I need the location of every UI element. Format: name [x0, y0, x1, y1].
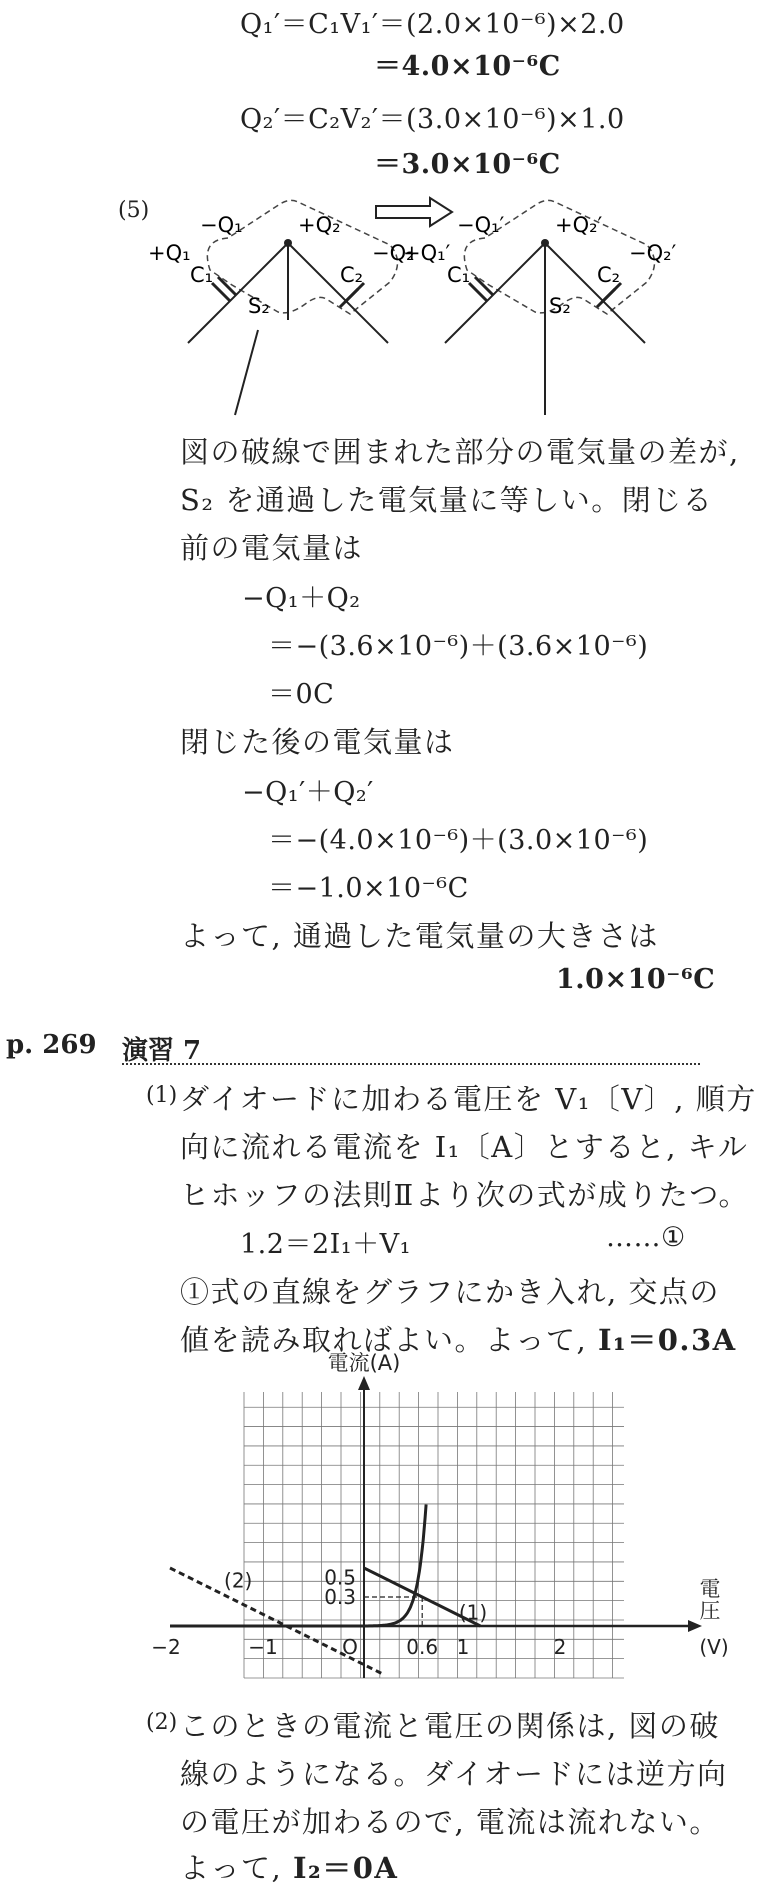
q1-prime-result: ＝4.0×10⁻⁶C	[374, 51, 561, 82]
after-calculation: ＝−(4.0×10⁻⁶)＋(3.0×10⁻⁶)	[268, 825, 649, 856]
exercise-title: 演習 7	[122, 1036, 202, 1066]
x-tick-label: 2	[553, 1635, 567, 1659]
x-tick-label: −2	[151, 1635, 181, 1659]
label-plus-q2: +Q₂	[298, 213, 341, 237]
line-1-label: (1)	[458, 1600, 488, 1625]
x-tick-label: 1	[456, 1635, 470, 1659]
part5-number: (5)	[118, 198, 150, 223]
y-tick-label: 0.5	[324, 1565, 356, 1590]
before-calculation: ＝−(3.6×10⁻⁶)＋(3.6×10⁻⁶)	[268, 631, 649, 662]
q1-line-1: ダイオードに加わる電圧を V₁〔V〕, 順方	[180, 1082, 757, 1116]
part5-text-line-1: 図の破線で囲まれた部分の電気量の差が,	[180, 435, 740, 469]
q2-line-4-text: よって,	[180, 1851, 293, 1885]
y-axis-label: 電流(A)	[327, 1351, 401, 1375]
after-intro: 閉じた後の電気量は	[180, 725, 455, 759]
q2-line-4	[180, 1846, 398, 1887]
label-minus-q2: −Q₂	[372, 241, 415, 265]
x-tick-label: −1	[248, 1635, 278, 1659]
q1-number: (1)	[146, 1083, 178, 1108]
x-tick-label: O	[342, 1635, 358, 1659]
diode-curve	[170, 1505, 426, 1627]
x-axis-label-3: (V)	[699, 1635, 729, 1659]
x-tick-label: 0.6	[406, 1635, 439, 1659]
q1-line-5-text: 値を読み取ればよい。よって,	[180, 1323, 598, 1357]
part5-conclusion: よって, 通過した電気量の大きさは	[180, 919, 659, 953]
circuit-diagram	[148, 190, 710, 420]
q2-number: (2)	[146, 1710, 178, 1735]
q2-line-3: の電圧が加わるので, 電流は流れない。	[180, 1805, 720, 1839]
q2-answer: I₂＝0A	[292, 1851, 399, 1885]
circuit-before	[148, 200, 415, 415]
q1-line-4: ①式の直線をグラフにかき入れ, 交点の	[180, 1275, 720, 1309]
q1-line-2: 向に流れる電流を I₁〔A〕とすると, キル	[180, 1130, 749, 1164]
q1-prime-equation: Q₁′＝C₁V₁′＝(2.0×10⁻⁶)×2.0	[240, 9, 625, 40]
y-tick-label: 0.3	[324, 1584, 356, 1609]
y-axis-arrow	[358, 1376, 370, 1390]
before-expression: −Q₁＋Q₂	[242, 583, 361, 614]
q2-line-1: このときの電流と電圧の関係は, 図の破	[180, 1709, 720, 1743]
circuit-after	[403, 200, 677, 415]
label-s2: S₂	[248, 294, 270, 318]
label-c1: C₁	[447, 263, 471, 287]
label-c2: C₂	[597, 263, 621, 287]
label-minus-q1: −Q₁	[200, 213, 243, 237]
part5-text-line-2: S₂ を通過した電気量に等しい。閉じる	[180, 483, 714, 517]
page-reference: p. 269	[6, 1030, 97, 1060]
after-result: ＝−1.0×10⁻⁶C	[268, 873, 469, 904]
before-result: ＝0C	[268, 679, 335, 710]
line-2-label: (2)	[224, 1568, 253, 1593]
part5-answer: 1.0×10⁻⁶C	[556, 964, 716, 995]
label-plus-q1-prime: +Q₁′	[403, 241, 451, 265]
label-minus-q2-prime: −Q₂′	[629, 241, 677, 265]
x-axis-label-2: 圧	[699, 1599, 721, 1623]
part5-text-line-3: 前の電気量は	[180, 531, 364, 565]
label-c2: C₂	[340, 263, 364, 287]
q1-equation: 1.2＝2I₁＋V₁	[240, 1229, 411, 1260]
label-minus-q1-prime: −Q₁′	[457, 213, 505, 237]
q1-answer: I₁＝0.3A	[597, 1323, 737, 1357]
transition-arrow	[376, 198, 452, 226]
iv-graph	[151, 1351, 729, 1690]
q1-line-5	[180, 1318, 737, 1359]
label-c1: C₁	[190, 263, 214, 287]
q1-line-3: ヒホッフの法則Ⅱより次の式が成りたつ。	[180, 1178, 750, 1212]
label-s2: S₂	[549, 294, 571, 318]
q2-prime-result: ＝3.0×10⁻⁶C	[374, 149, 561, 180]
switch-s2	[235, 330, 258, 415]
q1-equation-ref: ……①	[606, 1222, 686, 1253]
header-divider	[122, 1063, 700, 1065]
x-axis-label-1: 電	[699, 1577, 721, 1601]
q2-line-2: 線のようになる。ダイオードには逆方向	[180, 1757, 728, 1791]
label-plus-q1: +Q₁	[148, 241, 191, 265]
label-plus-q2-prime: +Q₂′	[555, 213, 603, 237]
after-expression: −Q₁′＋Q₂′	[242, 777, 374, 808]
q2-prime-equation: Q₂′＝C₂V₂′＝(3.0×10⁻⁶)×1.0	[240, 104, 625, 135]
